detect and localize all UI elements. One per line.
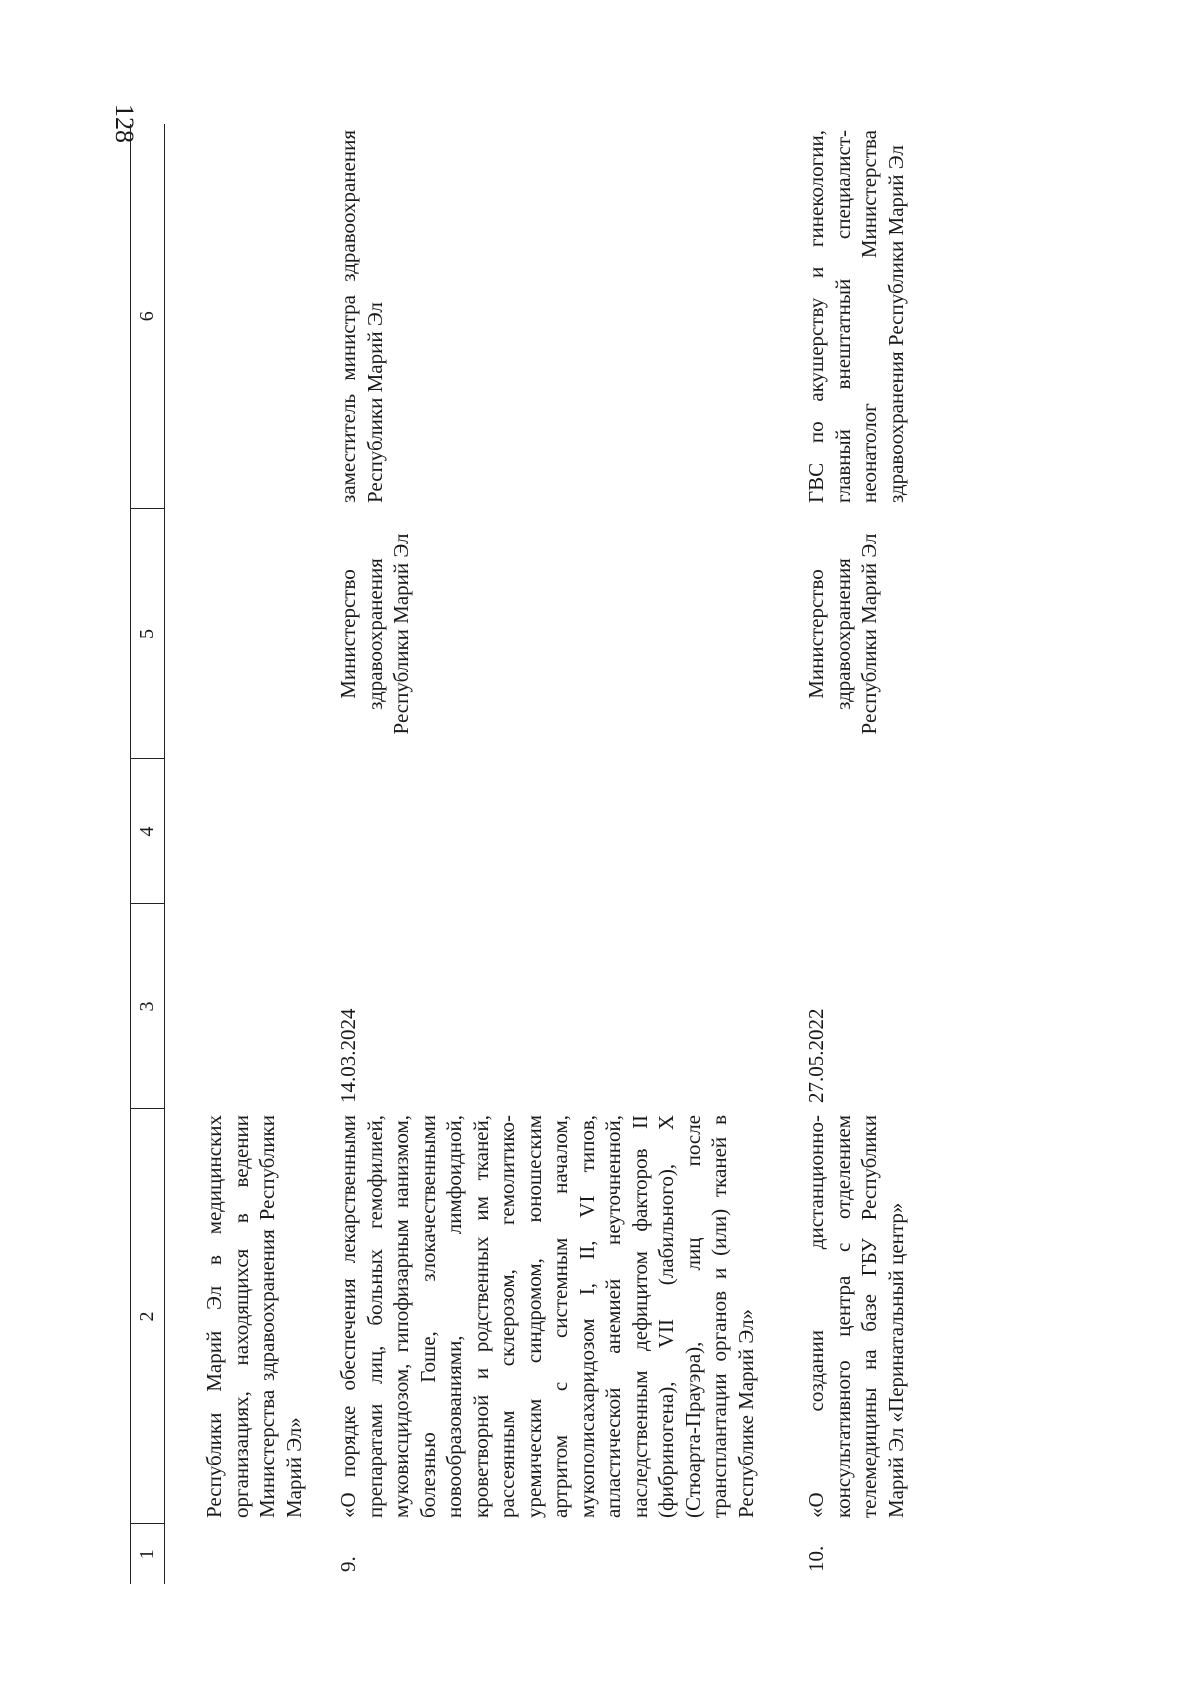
table-row — [327, 124, 799, 1584]
document-name: «О порядке обеспечения лекарственными препаратами лиц, больных гемофилией, муковисцидозом, гипофизарным нанизмом, болезнью Гоше, злокачественными новообразованиями, лимфоидной, кроветворной и родственных им тканей, рассеянным склерозом, гемолитико-уремическим синдромом, юношеским артритом с системным началом, мукополисахаридозом I, II, VI типов, апластической анемией неуточненной, наследственным дефицитом факторов II (фибриногена), VII (лабильного), X (Стюарта-Прауэра), лиц после трансплантации органов и (или) тканей в Республике Марий Эл» — [336, 1115, 758, 1518]
row-number: 9. — [336, 1556, 360, 1572]
document-date — [165, 904, 328, 1109]
column-header-3: 3 — [131, 904, 165, 1109]
responsible-person: ГВС по акушерству и гинекологии, главный внештатный специалист-неонатолог Министерства здравоохранения Республики Марий Эл — [804, 130, 908, 503]
column-header-5: 5 — [131, 509, 165, 759]
rotated-table-wrapper — [130, 124, 1090, 1584]
table-row — [165, 124, 328, 1584]
column-4-cell — [165, 759, 328, 904]
document-date: 27.05.2022 — [804, 1008, 828, 1103]
column-4-cell — [327, 759, 799, 904]
column-4-cell — [799, 759, 909, 904]
responsible-organization — [165, 509, 328, 759]
document-name: «О создании дистанционно-консультативного центра с отделением телемедицины на базе ГБУ Республики Марий Эл «Перинатальный центр» — [804, 1115, 908, 1518]
document-date: 14.03.2024 — [336, 1008, 360, 1103]
header-row — [131, 124, 165, 1584]
table-body — [165, 124, 910, 1584]
row-number: 10. — [804, 1545, 828, 1572]
row-number — [165, 1524, 328, 1584]
responsible-person: заместитель министра здравоохранения Республики Марий Эл — [336, 130, 387, 503]
table-header — [131, 124, 165, 1584]
column-header-6: 6 — [131, 124, 165, 509]
column-header-1: 1 — [131, 1524, 165, 1584]
page-number: 128 — [110, 104, 139, 143]
responsible-organization: Министерство здравоохранения Республики Марий Эл — [336, 533, 413, 735]
column-header-4: 4 — [131, 759, 165, 904]
document-table — [130, 124, 909, 1584]
document-name: Республики Марий Эл в медицинских организациях, находящихся в ведении Министерства здравоохранения Республики Марий Эл» — [202, 1115, 306, 1518]
responsible-organization: Министерство здравоохранения Республики Марий Эл — [804, 533, 881, 735]
responsible-person — [165, 124, 328, 509]
table-row — [799, 124, 909, 1584]
column-header-2: 2 — [131, 1109, 165, 1524]
